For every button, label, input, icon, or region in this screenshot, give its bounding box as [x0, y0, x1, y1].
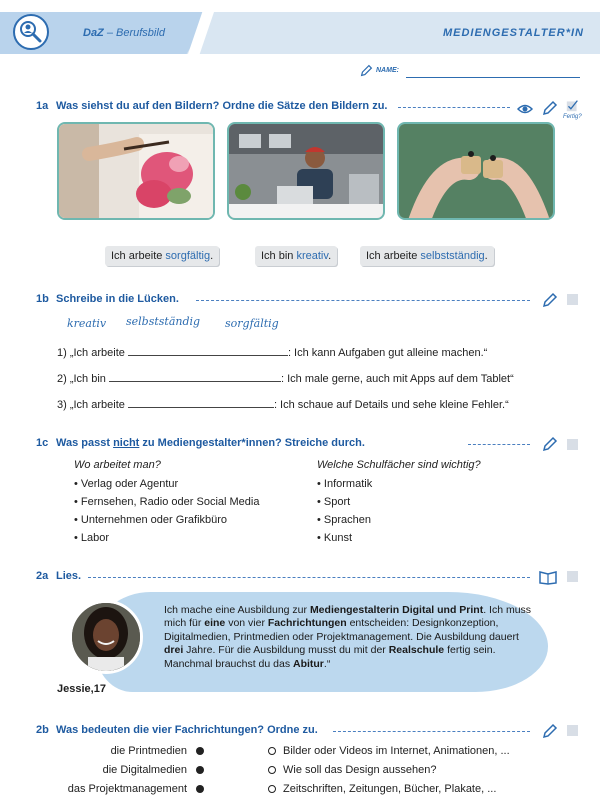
- done-checkbox[interactable]: [567, 439, 578, 450]
- reading-text-segment: drei: [164, 644, 184, 657]
- divider: [88, 577, 530, 578]
- reading-text-segment: .“: [323, 657, 331, 670]
- task-1a-heading: 1a Was siehst du auf den Bildern? Ordne die Sätze den Bildern zu.: [36, 100, 388, 112]
- reading-text-segment: Jahre. Für die Ausbildung musst du mit der: [183, 644, 389, 657]
- worksheet-title: DaZ – Berufsbild: [83, 27, 165, 39]
- reading-text: [164, 604, 534, 671]
- list-item[interactable]: • Verlag oder Agentur: [74, 478, 179, 490]
- column-title: Welche Schulfächer sind wichtig?: [317, 459, 481, 471]
- divider: [196, 300, 530, 301]
- list-item[interactable]: • Kunst: [317, 532, 353, 544]
- pencil-icon: [542, 723, 558, 739]
- list-item[interactable]: • Sport: [317, 496, 351, 508]
- done-checkbox[interactable]: [567, 571, 578, 582]
- match-dot[interactable]: [196, 785, 204, 793]
- match-ring[interactable]: [268, 766, 276, 774]
- pencil-icon: [360, 64, 373, 77]
- avatar: [69, 600, 143, 674]
- pencil-icon: [542, 436, 558, 452]
- pencil-icon: [542, 292, 558, 308]
- checkbox-done-icon[interactable]: [566, 99, 579, 112]
- profession-title: MEDIENGESTALTER*IN: [442, 27, 584, 39]
- column-title: Wo arbeitet man?: [74, 459, 161, 471]
- divider: [468, 444, 530, 445]
- book-icon: [539, 569, 557, 585]
- reading-text-segment: Ich mache eine Ausbildung zur: [164, 604, 310, 616]
- task-2b-heading: 2b Was bedeuten die vier Fachrichtungen? Ordne zu.: [36, 724, 318, 736]
- gap-sentence: 2) „Ich bin : Ich male gerne, auch mit Apps auf dem Tablet“: [57, 373, 514, 385]
- gap-blank[interactable]: [109, 372, 281, 382]
- gap-sentence: 3) „Ich arbeite : Ich schaue auf Details und sehe kleine Fehler.“: [57, 399, 509, 411]
- reading-text-segment: eine: [204, 617, 226, 630]
- match-dot[interactable]: [196, 766, 204, 774]
- pencil-icon: [542, 100, 558, 116]
- divider: [398, 107, 510, 108]
- list-item[interactable]: • Sprachen: [317, 514, 372, 526]
- photo-laptop-workplace: [227, 122, 385, 220]
- gap-blank[interactable]: [128, 398, 274, 408]
- match-ring[interactable]: [268, 785, 276, 793]
- word-bank-item: kreativ: [67, 317, 107, 330]
- divider: [333, 731, 530, 732]
- list-item[interactable]: • Unternehmen oder Grafikbüro: [74, 514, 228, 526]
- sentence-chip[interactable]: Ich arbeite sorgfältig.: [105, 246, 219, 266]
- gap-sentence: 1) „Ich arbeite : Ich kann Aufgaben gut alleine machen.“: [57, 347, 488, 359]
- done-label: Fertig?: [563, 114, 582, 120]
- reading-text-segment: von vier: [225, 617, 268, 630]
- task-1b-heading: 1b Schreibe in die Lücken.: [36, 293, 179, 305]
- photo-puzzle-pieces: [397, 122, 555, 220]
- name-label: NAME:: [376, 67, 399, 74]
- list-item[interactable]: • Fernsehen, Radio oder Social Media: [74, 496, 260, 508]
- name-input-line[interactable]: [406, 77, 580, 78]
- match-left-item: die Printmedien: [110, 745, 187, 757]
- list-item[interactable]: • Informatik: [317, 478, 373, 490]
- match-right-item: Bilder oder Videos im Internet, Animationen, ...: [283, 745, 510, 757]
- gap-blank[interactable]: [128, 346, 288, 356]
- match-dot[interactable]: [196, 747, 204, 755]
- task-1c-heading: 1c Was passt nicht zu Mediengestalter*innen? Streiche durch.: [36, 437, 365, 449]
- sentence-chip[interactable]: Ich arbeite selbstständig.: [360, 246, 494, 266]
- sentence-chip[interactable]: Ich bin kreativ.: [255, 246, 337, 266]
- speaker-name: Jessie,17: [57, 683, 106, 695]
- reading-text-segment: Realschule: [388, 644, 445, 657]
- name-field[interactable]: [360, 64, 580, 78]
- match-right-item: Wie soll das Design aussehen?: [283, 764, 437, 776]
- reading-text-segment: . Ich muss mich für: [164, 604, 532, 630]
- word-bank-item: sorgfältig: [225, 317, 279, 330]
- photo-painting: [57, 122, 215, 220]
- word-bank-item: selbstständig: [126, 315, 201, 328]
- magnifier-person-logo-icon: [13, 14, 49, 50]
- reading-text-segment: fertig sein. Manchmal brauchst du das: [164, 644, 496, 670]
- done-checkbox[interactable]: [567, 725, 578, 736]
- done-checkbox[interactable]: [567, 294, 578, 305]
- task-2a-heading: 2a Lies.: [36, 570, 82, 582]
- list-item[interactable]: • Labor: [74, 532, 110, 544]
- match-left-item: die Digitalmedien: [102, 764, 187, 776]
- match-right-item: Zeitschriften, Zeitungen, Bücher, Plakate, ...: [283, 783, 497, 795]
- eye-icon: [517, 101, 533, 117]
- reading-text-segment: Abitur: [292, 657, 324, 670]
- reading-text-segment: Mediengestalterin Digital und Print: [309, 604, 484, 616]
- match-left-item: das Projektmanagement: [67, 783, 187, 795]
- reading-text-segment: Fachrichtungen: [267, 617, 347, 630]
- reading-text-segment: entscheiden: Designkonzeption, Digitalmedien, Printmedien oder Projektmanagement. Die Ausbildung dauert: [164, 617, 519, 643]
- match-ring[interactable]: [268, 747, 276, 755]
